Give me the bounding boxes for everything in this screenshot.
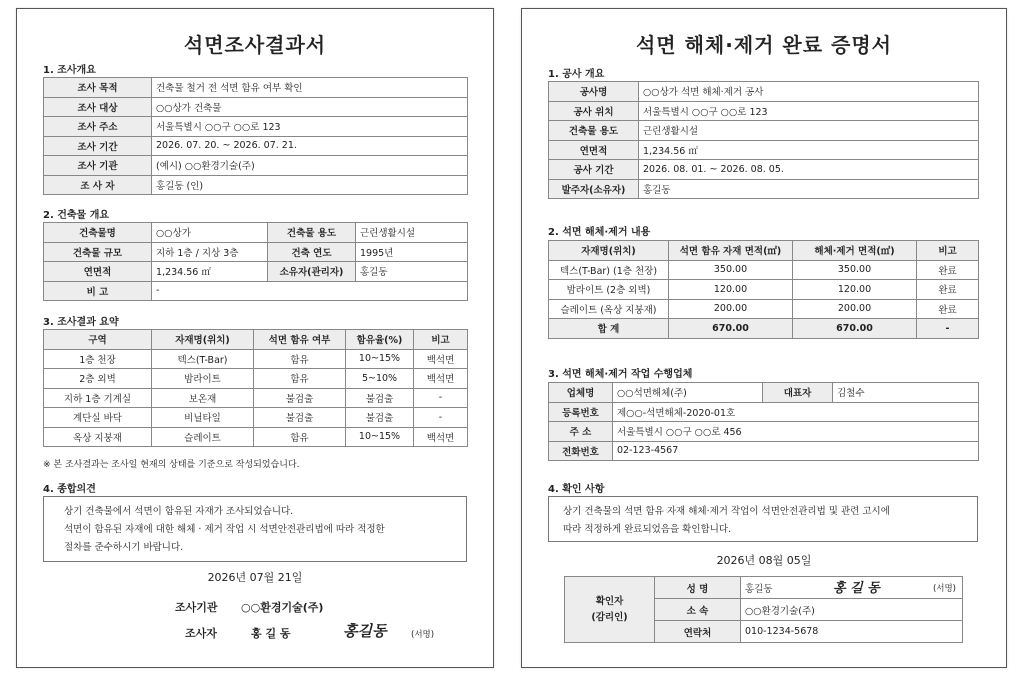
row-label: 주 소 [549, 422, 613, 442]
table-row [44, 223, 468, 243]
row-value: 건축물 철거 전 석면 함유 여부 확인 [152, 78, 468, 98]
table-row [44, 388, 468, 408]
row-value: 1,234.56 ㎡ [639, 140, 979, 160]
column-header: 석면 함유 자재 면적(㎡) [669, 241, 793, 261]
column-header: 함유율(%) [346, 330, 414, 350]
org-value: ○○환경기술(주) [241, 601, 324, 614]
row-label: 발주자(소유자) [549, 179, 639, 199]
cell: - [917, 319, 979, 339]
removal-details-table [548, 240, 979, 339]
table-row [44, 117, 468, 137]
section-heading-building-overview: 2. 건축물 개요 [43, 210, 110, 221]
table-row [549, 140, 979, 160]
page-title: 석면 해체·제거 완료 증명서 [635, 33, 892, 57]
cell: 합 계 [549, 319, 669, 339]
table-row [549, 383, 979, 403]
cell: 10~15% [346, 349, 414, 369]
table-row [44, 369, 468, 389]
cell: 슬레이트 [152, 427, 254, 447]
cell: 백석면 [414, 427, 468, 447]
table-row [549, 402, 979, 422]
table-row [44, 349, 468, 369]
cell: 670.00 [793, 319, 917, 339]
row-value: 근린생활시설 [639, 121, 979, 141]
issue-date: 2026년 08월 05일 [716, 554, 812, 567]
row-value: 홍길동 [639, 179, 979, 199]
sign-note: (서명) [411, 630, 435, 640]
row-label: 성 명 [655, 577, 741, 599]
row-label: 연면적 [549, 140, 639, 160]
cell: - [414, 388, 468, 408]
cell: 밤라이트 [152, 369, 254, 389]
cell: 불검출 [346, 388, 414, 408]
row-label: 공사 기간 [549, 160, 639, 180]
table-row [44, 78, 468, 98]
column-header: 자재명(위치) [152, 330, 254, 350]
result-summary-table [43, 329, 468, 447]
row-value: 서울특별시 ○○구 ○○로 123 [152, 117, 468, 137]
cell: 슬레이트 (옥상 지붕재) [549, 299, 669, 319]
table-row [44, 175, 468, 195]
survey-note: ※ 본 조사결과는 조사일 현재의 상태를 기준으로 작성되었습니다. [43, 460, 300, 470]
row-value: ○○상가 석면 해체·제거 공사 [639, 82, 979, 102]
table-row [549, 101, 979, 121]
cell: 불검출 [346, 408, 414, 428]
cell: 불검출 [254, 388, 346, 408]
overall-opinion-box [43, 496, 467, 562]
org-label: 조사기관 [175, 601, 218, 614]
section-heading-work-overview: 1. 공사 개요 [548, 69, 605, 80]
cell: 5~10% [346, 369, 414, 389]
inspector-name: 홍 길 동 [251, 627, 291, 640]
removal-certificate-page [521, 8, 1007, 668]
row-value: 1995년 [356, 242, 468, 262]
survey-result-page [16, 8, 494, 668]
cell: 2층 외벽 [44, 369, 152, 389]
table-row [549, 299, 979, 319]
row-label: 건축물 용도 [549, 121, 639, 141]
table-row [549, 160, 979, 180]
confirmer-name-cell [741, 577, 963, 599]
cell: 200.00 [793, 299, 917, 319]
row-value: (예시) ○○환경기술(주) [152, 156, 468, 176]
row-label: 조사 기간 [44, 136, 152, 156]
cell: 백석면 [414, 369, 468, 389]
row-label: 건축물 규모 [44, 242, 152, 262]
table-row [549, 422, 979, 442]
table-row [44, 427, 468, 447]
cell: 1층 천장 [44, 349, 152, 369]
row-value: 홍길동 (인) [152, 175, 468, 195]
row-value: - [152, 281, 468, 301]
opinion-line: 상기 건축물에서 석면이 함유된 자재가 조사되었습니다. [64, 506, 294, 517]
row-value: 1,234.56 ㎡ [152, 262, 268, 282]
cell: 완료 [917, 280, 979, 300]
row-label: 조사 기관 [44, 156, 152, 176]
cell: 텍스(T-Bar) [152, 349, 254, 369]
cell: 200.00 [669, 299, 793, 319]
row-value: 지하 1층 / 지상 3층 [152, 242, 268, 262]
cell: 불검출 [254, 408, 346, 428]
survey-overview-table [43, 77, 468, 195]
confirmation-line: 상기 건축물의 석면 함유 자재 해체·제거 작업이 석면안전관리법 및 관련 고시에 [563, 506, 890, 517]
row-label: 공사 위치 [549, 101, 639, 121]
row-value: 010-1234-5678 [741, 621, 963, 643]
inspector-label: 조사자 [185, 627, 217, 640]
cell: 완료 [917, 299, 979, 319]
cell: 완료 [917, 260, 979, 280]
cell: 텍스(T-Bar) (1층 천장) [549, 260, 669, 280]
cell: 350.00 [669, 260, 793, 280]
row-value: ○○석면해체(주) [613, 383, 763, 403]
row-label: 조사 목적 [44, 78, 152, 98]
confirmer-signature: 홍 길 동 [833, 581, 880, 596]
section-heading-survey-overview: 1. 조사개요 [43, 65, 96, 76]
row-value: 홍길동 [745, 583, 773, 595]
section-heading-confirmation: 4. 확인 사항 [548, 484, 605, 495]
section-heading-overall-opinion: 4. 종합의견 [43, 484, 96, 495]
section-heading-result-summary: 3. 조사결과 요약 [43, 317, 119, 328]
table-row [44, 408, 468, 428]
contractor-table [548, 382, 979, 461]
cell: 350.00 [793, 260, 917, 280]
cell: 함유 [254, 427, 346, 447]
cell: 120.00 [669, 280, 793, 300]
row-value: 김철수 [833, 383, 979, 403]
work-overview-table [548, 81, 979, 199]
confirmer-group-label [565, 577, 655, 643]
row-label: 공사명 [549, 82, 639, 102]
table-row [44, 97, 468, 117]
inspector-signature: 홍길동 [343, 622, 387, 640]
cell: 120.00 [793, 280, 917, 300]
row-value: 2026. 07. 20. ~ 2026. 07. 21. [152, 136, 468, 156]
row-label: 건축물명 [44, 223, 152, 243]
table-row [565, 577, 963, 599]
row-label: 비 고 [44, 281, 152, 301]
row-value: 02-123-4567 [613, 441, 979, 461]
row-value: 근린생활시설 [356, 223, 468, 243]
table-row [549, 441, 979, 461]
cell: 백석면 [414, 349, 468, 369]
row-label: 조사 주소 [44, 117, 152, 137]
table-row [44, 156, 468, 176]
row-label: 조사 대상 [44, 97, 152, 117]
column-header: 석면 함유 여부 [254, 330, 346, 350]
confirmer-table [564, 576, 963, 643]
cell: 옥상 지붕재 [44, 427, 152, 447]
sign-note: (서명) [932, 584, 956, 594]
row-label: 업체명 [549, 383, 613, 403]
table-row [44, 242, 468, 262]
cell: 함유 [254, 369, 346, 389]
cell: 10~15% [346, 427, 414, 447]
row-label: 소유자(관리자) [268, 262, 356, 282]
table-row [44, 281, 468, 301]
row-label: 건축 연도 [268, 242, 356, 262]
column-header: 해체·제거 면적(㎡) [793, 241, 917, 261]
row-value: ○○상가 건축물 [152, 97, 468, 117]
page-title: 석면조사결과서 [183, 33, 327, 57]
confirmation-box [548, 496, 978, 542]
row-value: 2026. 08. 01. ~ 2026. 08. 05. [639, 160, 979, 180]
cell: 함유 [254, 349, 346, 369]
cell: 계단실 바닥 [44, 408, 152, 428]
building-overview-table [43, 222, 468, 301]
row-label: 소 속 [655, 599, 741, 621]
table-header-row [549, 241, 979, 261]
table-row [549, 280, 979, 300]
row-value: 홍길동 [356, 262, 468, 282]
row-label: 전화번호 [549, 441, 613, 461]
table-row [44, 262, 468, 282]
row-value: 제○○-석면해체-2020-01호 [613, 402, 979, 422]
row-label: 조 사 자 [44, 175, 152, 195]
column-header: 비고 [414, 330, 468, 350]
confirmation-line: 따라 적정하게 완료되었음을 확인합니다. [563, 524, 732, 535]
row-label: 연락처 [655, 621, 741, 643]
table-total-row [549, 319, 979, 339]
section-heading-contractor: 3. 석면 해체·제거 작업 수행업체 [548, 369, 693, 380]
table-row [549, 260, 979, 280]
table-row [549, 82, 979, 102]
row-label: 등록번호 [549, 402, 613, 422]
column-header: 비고 [917, 241, 979, 261]
column-header: 구역 [44, 330, 152, 350]
section-heading-removal-details: 2. 석면 해체·제거 내용 [548, 227, 651, 238]
confirmer-sub-label: (감리인) [591, 611, 628, 623]
cell: 밤라이트 (2층 외벽) [549, 280, 669, 300]
cell: - [414, 408, 468, 428]
row-label: 건축물 용도 [268, 223, 356, 243]
cell: 지하 1층 기계실 [44, 388, 152, 408]
issue-date: 2026년 07월 21일 [207, 571, 303, 584]
cell: 보온재 [152, 388, 254, 408]
column-header: 자재명(위치) [549, 241, 669, 261]
cell: 670.00 [669, 319, 793, 339]
row-value: ○○환경기술(주) [741, 599, 963, 621]
row-value: 서울특별시 ○○구 ○○로 456 [613, 422, 979, 442]
opinion-line: 절차를 준수하시기 바랍니다. [64, 542, 184, 553]
row-value: 서울특별시 ○○구 ○○로 123 [639, 101, 979, 121]
table-row [549, 121, 979, 141]
row-value: ○○상가 [152, 223, 268, 243]
table-row [44, 136, 468, 156]
table-row [549, 179, 979, 199]
confirmer-label: 확인자 [595, 595, 624, 607]
cell: 비닐타일 [152, 408, 254, 428]
table-header-row [44, 330, 468, 350]
row-label: 대표자 [763, 383, 833, 403]
row-label: 연면적 [44, 262, 152, 282]
opinion-line: 석면이 함유된 자재에 대한 해체 · 제거 작업 시 석면안전관리법에 따라 적정한 [64, 524, 385, 535]
